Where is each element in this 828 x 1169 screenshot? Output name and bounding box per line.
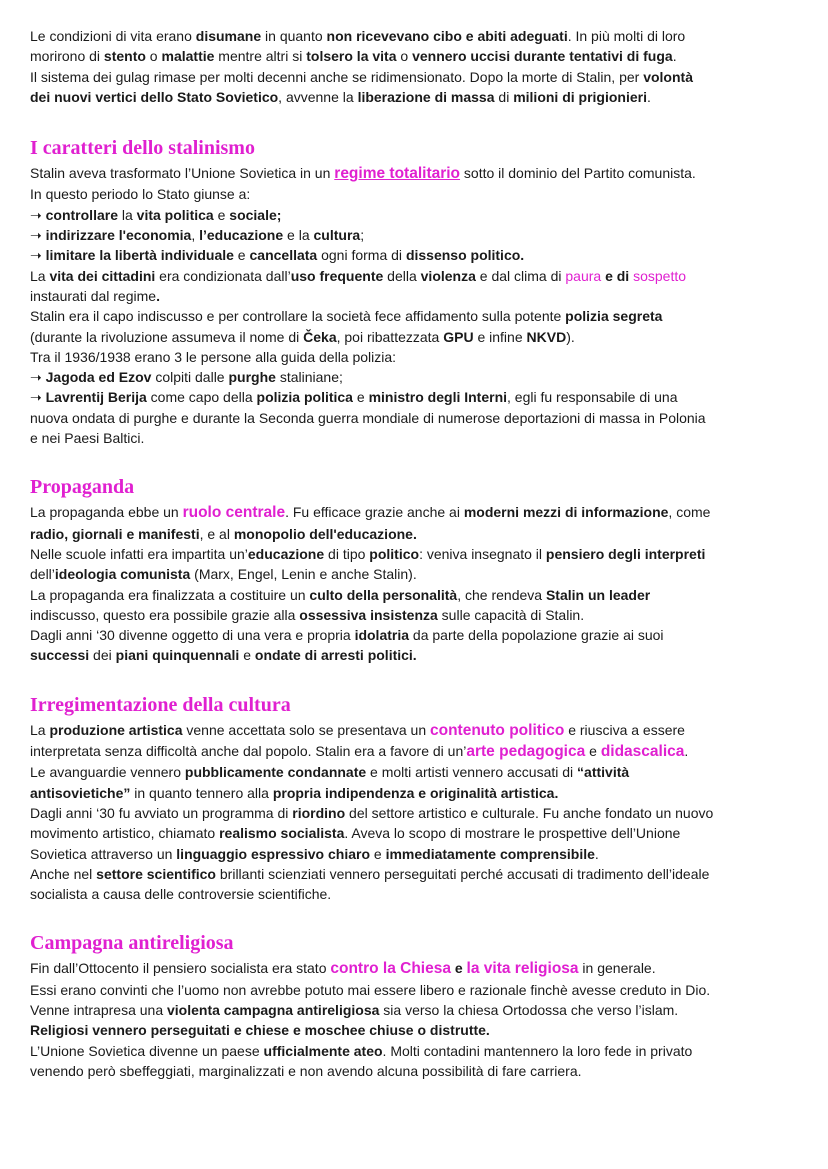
arrow-bullet: ➝ <box>30 227 46 244</box>
text: Stalin era il capo indiscusso e per controllare la società fece affidamento sulla potente <box>30 308 566 325</box>
text: Venne intrapresa una <box>30 1001 167 1018</box>
text: o <box>396 48 413 65</box>
bold-text: liberazione di massa <box>357 88 495 105</box>
text: Le avanguardie vennero <box>30 764 185 781</box>
text: la <box>117 206 137 223</box>
text: La propaganda era finalizzata a costituire un <box>30 586 310 603</box>
bold-text: ideologia comunista <box>54 566 191 583</box>
bold-text: controllare <box>45 206 118 223</box>
text: . <box>646 88 651 105</box>
text: brillanti scienziati vennero perseguitati perché accusati di tradimento dell’ideale <box>216 865 710 882</box>
text: , egli fu responsabile di una <box>507 389 678 406</box>
magenta-bold-text: ruolo centrale <box>182 504 286 522</box>
arrow-bullet: ➝ <box>30 389 46 406</box>
text: del settore artistico e culturale. Fu anche fondato un nuovo <box>345 804 714 821</box>
bold-text: Čeka <box>303 328 337 345</box>
bold-text: culto della personalità <box>309 586 458 603</box>
bold-text: Jagoda ed Ezov <box>45 369 152 386</box>
bold-text: pensiero degli interpreti <box>545 545 706 562</box>
text: dell’ <box>30 566 55 583</box>
text: ; <box>360 227 365 244</box>
text: mentre altri si <box>214 48 307 65</box>
bold-text: educazione <box>247 545 325 562</box>
text: Sovietica attraverso un <box>30 845 177 862</box>
magenta-bold-text: arte pedagogica <box>466 743 586 761</box>
bold-text: malattie <box>161 48 215 65</box>
text: e la <box>283 227 314 244</box>
bold-text: violenza <box>420 267 476 284</box>
bold-text: idolatria <box>354 627 410 644</box>
text: La propaganda ebbe un <box>30 504 183 521</box>
text: o <box>145 48 162 65</box>
text: e riusciva a essere <box>564 721 685 738</box>
text: di <box>494 88 514 105</box>
text: . Molti contadini mantennero la loro fede in privato <box>382 1042 693 1059</box>
text: Dagli anni ‘30 fu avviato un programma di <box>30 804 293 821</box>
magenta-bold-text: la vita religiosa <box>466 960 579 978</box>
bold-text: Religiosi vennero perseguitati e chiese e moschee chiuse o distrutte. <box>30 1022 490 1039</box>
magenta-bold-text: didascalica <box>600 743 685 761</box>
text: In questo periodo lo Stato giunse a: <box>30 186 251 203</box>
bold-text: politico <box>369 545 420 562</box>
text: era condizionata dall’ <box>155 267 291 284</box>
text: nuova ondata di purghe e durante la Seconda guerra mondiale di numerose deportazioni di massa in Polonia <box>30 409 706 426</box>
text: staliniane; <box>275 369 343 386</box>
text: sia verso la chiesa Ortodossa che verso l’islam. <box>379 1001 679 1018</box>
text: e <box>213 206 230 223</box>
text: e <box>233 247 250 264</box>
bold-text: vita politica <box>136 206 214 223</box>
bold-text: ondate di arresti politici. <box>254 647 417 664</box>
bold-text: radio, giornali e manifesti <box>30 525 200 542</box>
text: Il sistema dei gulag rimase per molti decenni anche se ridimensionato. Dopo la morte di Stalin, per <box>30 68 644 85</box>
text: e <box>239 647 255 664</box>
text: Tra il 1936/1938 erano 3 le persone alla guida della polizia: <box>30 348 397 365</box>
text: colpiti dalle <box>151 369 229 386</box>
text: e <box>352 389 369 406</box>
text: indiscusso, questo era possibile grazie alla <box>30 606 300 623</box>
arrow-bullet: ➝ <box>30 369 46 386</box>
intro-paragraph <box>30 26 802 107</box>
text: e nei Paesi Baltici. <box>30 430 145 447</box>
bold-text: cultura <box>313 227 361 244</box>
bold-text: volontà <box>643 68 693 85</box>
text: , poi ribattezzata <box>336 328 444 345</box>
bold-text: polizia segreta <box>565 308 663 325</box>
text: e molti artisti vennero accusati di <box>366 764 578 781</box>
bold-text: tolsero la vita <box>306 48 397 65</box>
bold-text: disumane <box>195 28 262 44</box>
arrow-bullet: ➝ <box>30 247 46 264</box>
bold-text: stento <box>103 48 146 65</box>
text: interpretata senza difficoltà anche dal popolo. Stalin era a favore di un’ <box>30 743 467 760</box>
bold-text: GPU <box>443 328 474 345</box>
section-heading-antireligiosa: Campagna antireligiosa <box>30 932 234 955</box>
bold-text: riordino <box>292 804 346 821</box>
bold-text: milioni di prigionieri <box>513 88 647 105</box>
text: socialista a causa delle controversie scientifiche. <box>30 886 332 903</box>
text: Anche nel <box>30 865 97 882</box>
text: in generale. <box>578 960 656 977</box>
magenta-text: sospetto <box>633 267 687 284</box>
bold-text: ossessiva insistenza <box>299 606 438 623</box>
bold-text: piani quinquennali <box>115 647 240 664</box>
section-heading-cultura: Irregimentazione della cultura <box>30 693 291 716</box>
bold-text: Lavrentij Berija <box>45 389 147 406</box>
bold-text: pubblicamente condannate <box>184 764 367 781</box>
bold-text: “attività <box>577 764 630 781</box>
text: e dal clima di <box>475 267 566 284</box>
highlight-link[interactable]: regime totalitario <box>334 165 461 183</box>
bold-text: uso frequente <box>290 267 384 284</box>
magenta-text: paura <box>565 267 602 284</box>
text: L’Unione Sovietica divenne un paese <box>30 1042 264 1059</box>
text: venendo però sbeffeggiati, marginalizzati e non avendo alcuna possibilità di fare carriera. <box>30 1062 582 1079</box>
bold-text: dei nuovi vertici dello Stato Sovietico <box>30 88 279 105</box>
text: Dagli anni ‘30 divenne oggetto di una vera e propria <box>30 627 355 644</box>
text: . In più molti di loro <box>567 28 686 44</box>
magenta-bold-text: contro la Chiesa <box>330 960 451 978</box>
text: dei <box>89 647 116 664</box>
text: , che rendeva <box>457 586 546 603</box>
bold-text: . <box>156 287 160 304</box>
text: sotto il dominio del Partito comunista. <box>460 165 696 182</box>
bold-text: settore scientifico <box>96 865 216 882</box>
text: , avvenne la <box>278 88 358 105</box>
text: , come <box>668 504 711 521</box>
bold-text: Stalin un leader <box>545 586 651 603</box>
text: . <box>594 845 599 862</box>
text: come capo della <box>146 389 257 406</box>
bold-text: propria indipendenza e originalità artistica. <box>272 784 559 801</box>
bold-text: e <box>450 960 467 977</box>
text: e infine <box>473 328 527 345</box>
text: , <box>191 227 200 244</box>
text: (durante la rivoluzione assumeva il nome di <box>30 328 304 345</box>
text: . <box>684 743 689 760</box>
bold-text: violenta campagna antireligiosa <box>167 1001 380 1018</box>
text: movimento artistico, chiamato <box>30 825 220 842</box>
text: Stalin aveva trasformato l’Unione Sovietica in un <box>30 165 335 182</box>
text: (Marx, Engel, Lenin e anche Stalin). <box>190 566 417 583</box>
text: Essi erano convinti che l’uomo non avrebbe potuto mai essere libero e razionale finchè avesse creduto in Dio. <box>30 981 711 998</box>
bold-text: monopolio dell'educazione. <box>233 525 417 542</box>
text: La <box>30 721 50 738</box>
bold-text: realismo socialista <box>219 825 345 842</box>
bold-text: limitare la libertà individuale <box>45 247 234 264</box>
bold-text: linguaggio espressivo chiaro <box>176 845 371 862</box>
bold-text: e di <box>601 267 634 284</box>
text: ). <box>566 328 575 345</box>
text: , e al <box>199 525 234 542</box>
text: e <box>370 845 386 862</box>
bold-text: vennero uccisi durante tentativi di fuga <box>412 48 673 65</box>
bold-text: ufficialmente ateo <box>263 1042 383 1059</box>
document-page <box>30 26 802 1081</box>
text: venne accettata solo se presentava un <box>182 721 430 738</box>
propaganda-paragraph <box>30 502 802 665</box>
text: sulle capacità di Stalin. <box>437 606 585 623</box>
arrow-bullet: ➝ <box>30 206 46 223</box>
bold-text: sociale; <box>229 206 282 223</box>
cultura-paragraph <box>30 720 802 905</box>
bold-text: polizia politica <box>256 389 353 406</box>
bold-text: indirizzare l'economia <box>45 227 192 244</box>
bold-text: ministro degli Interni <box>368 389 508 406</box>
bold-text: NKVD <box>526 328 567 345</box>
bold-text: l’educazione <box>199 227 284 244</box>
text: morirono di <box>30 48 104 65</box>
section-heading-stalinismo: I caratteri dello stalinismo <box>30 137 255 160</box>
text: in quanto <box>261 28 327 44</box>
magenta-bold-text: contenuto politico <box>430 721 565 739</box>
text: instaurati dal regime <box>30 287 157 304</box>
bold-text: antisovietiche” <box>30 784 131 801</box>
text: Fin dall’Ottocento il pensiero socialista era stato <box>30 960 331 977</box>
text: e <box>585 743 601 760</box>
text: . Fu efficace grazie anche ai <box>285 504 464 521</box>
bold-text: immediatamente comprensibile <box>385 845 595 862</box>
bold-text: dissenso politico. <box>405 247 525 264</box>
bold-text: moderni mezzi di informazione <box>463 504 669 521</box>
text: ogni forma di <box>317 247 406 264</box>
bold-text: vita dei cittadini <box>49 267 156 284</box>
stalinismo-paragraph <box>30 163 802 448</box>
text: La <box>30 267 50 284</box>
text: . <box>672 48 677 65</box>
text: : veniva insegnato il <box>419 545 546 562</box>
text: in quanto tennero alla <box>130 784 273 801</box>
bold-text: non ricevevano cibo e abiti adeguati <box>326 28 568 44</box>
text: di tipo <box>324 545 370 562</box>
text: Le condizioni di vita erano <box>30 28 196 44</box>
text: da parte della popolazione grazie ai suoi <box>409 627 664 644</box>
section-heading-propaganda: Propaganda <box>30 476 135 499</box>
bold-text: purghe <box>228 369 276 386</box>
bold-text: produzione artistica <box>49 721 183 738</box>
text: Nelle scuole infatti era impartita un’ <box>30 545 248 562</box>
bold-text: successi <box>30 647 90 664</box>
text: . Aveva lo scopo di mostrare le prospettive dell’Unione <box>344 825 681 842</box>
text: della <box>383 267 421 284</box>
bold-text: cancellata <box>249 247 318 264</box>
antireligiosa-paragraph <box>30 958 802 1081</box>
